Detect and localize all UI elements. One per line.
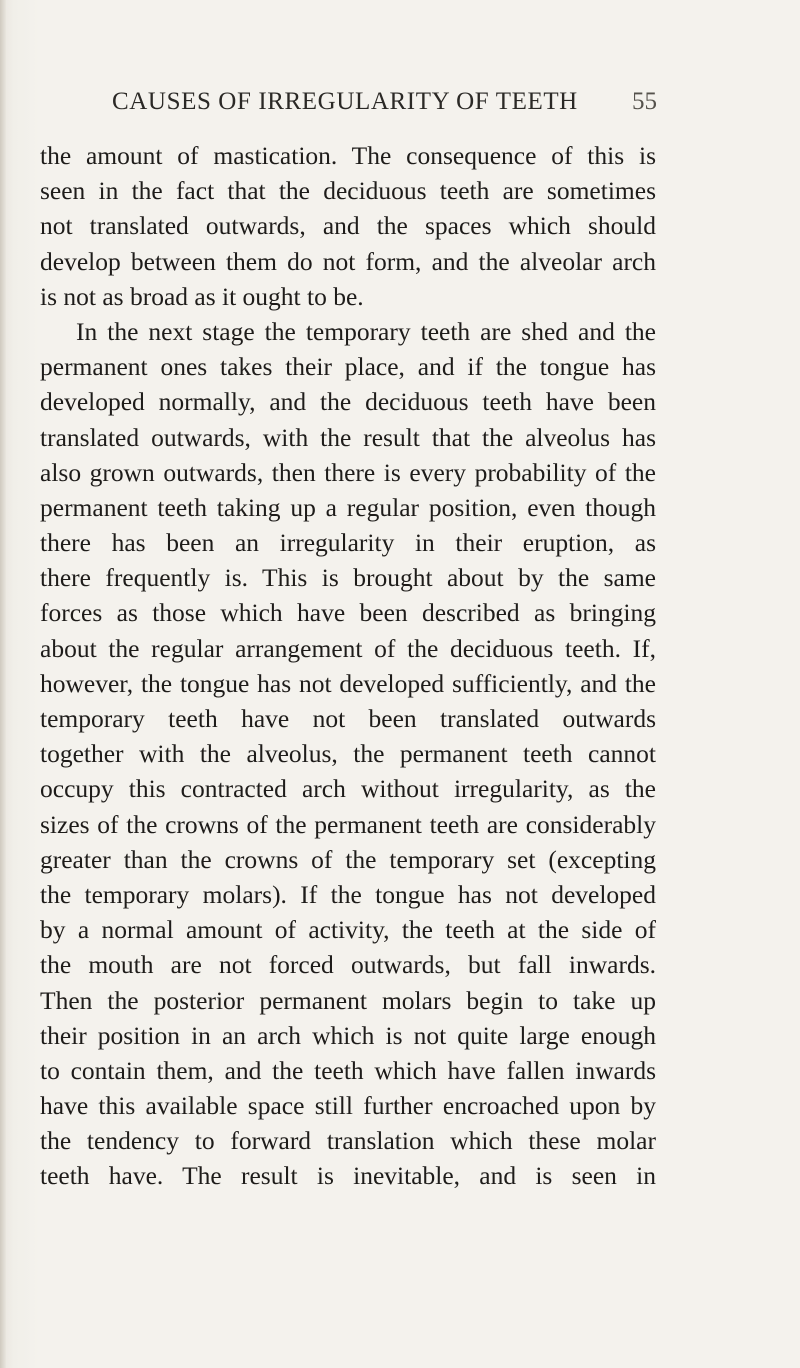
text-line: sizes of the crowns of the permanent teeth are considerably (40, 809, 656, 839)
text-line: about the regular arrangement of the deciduous teeth. If, (40, 633, 656, 663)
text-line: the amount of mastication. The consequence of this is (40, 141, 656, 170)
page-binding-edge (0, 0, 6, 1368)
text-line: translated outwards, with the result that the alveolus has (40, 422, 656, 452)
text-line: permanent ones takes their place, and if the tongue has (40, 352, 656, 382)
text-line: their position in an arch which is not quite large enough (40, 1020, 656, 1050)
running-head (112, 88, 657, 128)
text-line: In the next stage the temporary teeth are shed and the (76, 316, 656, 346)
text-line: the tendency to forward translation which these molar (40, 1126, 656, 1156)
text-line: the mouth are not forced outwards, but fall inwards. (40, 950, 656, 980)
running-head-title: CAUSES OF IRREGULARITY OF TEETH (112, 88, 578, 115)
text-line: forces as those which have been described as bringing (40, 598, 656, 628)
text-line: not translated outwards, and the spaces which should (40, 211, 656, 241)
text-line: have this available space still further encroached upon by (40, 1091, 656, 1121)
text-line: there has been an irregularity in their eruption, as (40, 528, 656, 558)
text-line: seen in the fact that the deciduous teeth are sometimes (40, 176, 656, 206)
text-line: developed normally, and the deciduous teeth have been (40, 387, 656, 417)
page-number: 55 (632, 88, 657, 115)
text-line: occupy this contracted arch without irregularity, as the (40, 774, 656, 804)
text-line: there frequently is. This is brought about by the same (40, 563, 656, 593)
text-line: together with the alveolus, the permanent teeth cannot (40, 739, 656, 769)
text-line: develop between them do not form, and the alveolar arch (40, 246, 656, 276)
text-line: by a normal amount of activity, the teeth at the side of (40, 915, 656, 945)
text-line: permanent teeth taking up a regular position, even though (40, 492, 656, 522)
text-line: teeth have. The result is inevitable, and is seen in (40, 1161, 656, 1191)
text-line: the temporary molars). If the tongue has not developed (40, 879, 656, 909)
text-line: to contain them, and the teeth which have fallen inwards (40, 1055, 656, 1085)
text-line: temporary teeth have not been translated outwards (40, 704, 656, 733)
text-line: greater than the crowns of the temporary set (excepting (40, 844, 656, 874)
text-line: however, the tongue has not developed sufficiently, and the (40, 668, 656, 698)
text-line: also grown outwards, then there is every probability of the (40, 457, 656, 487)
text-line: is not as broad as it ought to be. (40, 281, 364, 311)
text-line: Then the posterior permanent molars begin to take up (40, 985, 656, 1015)
body-text (40, 138, 656, 1194)
